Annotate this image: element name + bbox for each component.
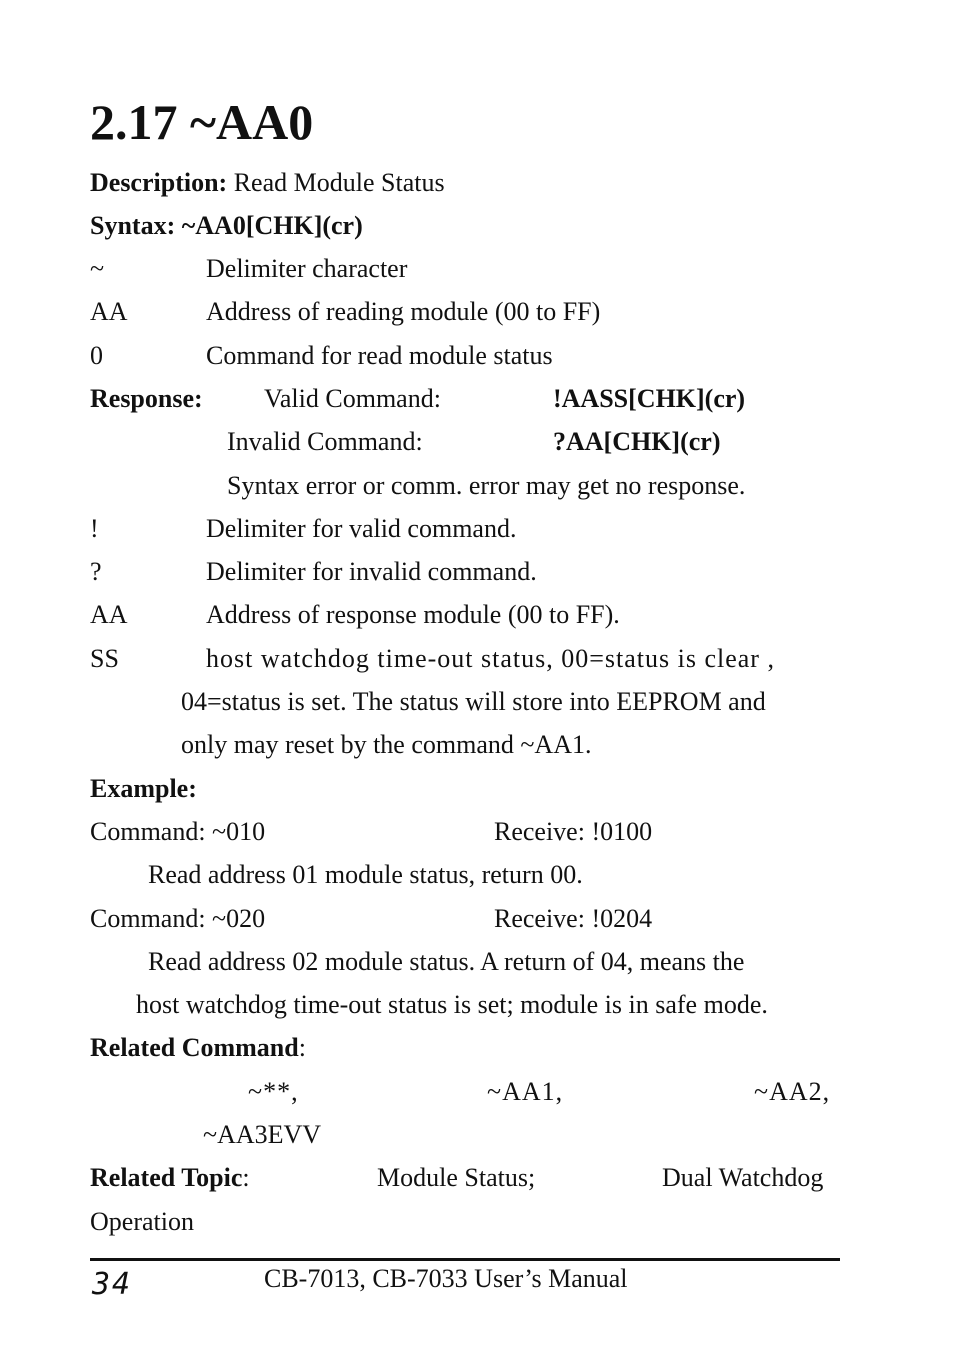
invalid-command-value: ?AA[CHK](cr) xyxy=(553,427,721,456)
footer-rule xyxy=(90,1258,840,1261)
related-command-item: ~**, xyxy=(248,1077,299,1106)
related-command-label: Related Command xyxy=(90,1033,299,1062)
related-topic-item: Dual Watchdog xyxy=(662,1163,824,1192)
related-topic-item: Module Status; xyxy=(377,1163,536,1192)
param-description: Address of response module (00 to FF). xyxy=(206,600,620,629)
manual-title: CB-7013, CB-7033 User’s Manual xyxy=(264,1264,628,1293)
ss-description-line2: 04=status is set. The status will store into EEPROM and xyxy=(181,687,766,716)
description-text: Read Module Status xyxy=(227,168,445,197)
param-symbol: ! xyxy=(90,514,99,543)
param-description: Delimiter for valid command. xyxy=(206,514,517,543)
related-command-item: ~AA1, xyxy=(487,1077,564,1106)
ss-description-line1: host watchdog time-out status, 00=status is clear , xyxy=(206,644,775,673)
param-symbol: SS xyxy=(90,644,119,673)
param-description: Address of reading module (00 to FF) xyxy=(206,297,601,326)
example-note-continued: host watchdog time-out status is set; module is in safe mode. xyxy=(136,990,768,1019)
param-description: Delimiter character xyxy=(206,254,408,283)
param-symbol: ~ xyxy=(90,254,105,283)
response-note: Syntax error or comm. error may get no response. xyxy=(227,471,746,500)
related-command-item: ~AA3EVV xyxy=(203,1120,322,1149)
example-note: Read address 01 module status, return 00. xyxy=(148,860,583,889)
param-symbol: ? xyxy=(90,557,102,586)
example-receive: Receive: !0204 xyxy=(494,904,653,933)
param-symbol: 0 xyxy=(90,341,103,370)
related-topic-heading xyxy=(90,1163,250,1193)
related-command-item: ~AA2, xyxy=(754,1077,831,1106)
syntax-label: Syntax: xyxy=(90,211,182,240)
example-label: Example: xyxy=(90,774,197,803)
related-command-heading xyxy=(90,1033,306,1063)
response-label: Response: xyxy=(90,384,203,413)
invalid-command-label: Invalid Command: xyxy=(227,427,423,456)
related-topic-label: Related Topic xyxy=(90,1163,243,1192)
example-command: Command: ~010 xyxy=(90,817,266,846)
param-description: Command for read module status xyxy=(206,341,553,370)
param-symbol: AA xyxy=(90,600,128,629)
related-topic-colon: : xyxy=(242,1163,250,1192)
example-note: Read address 02 module status. A return of 04, means the xyxy=(148,947,745,976)
section-title: 2.17 ~AA0 xyxy=(90,94,314,150)
param-symbol: AA xyxy=(90,297,128,326)
related-command-colon: : xyxy=(298,1033,306,1062)
example-receive: Receive: !0100 xyxy=(494,817,653,846)
param-description: Delimiter for invalid command. xyxy=(206,557,537,586)
syntax-value: ~AA0[CHK](cr) xyxy=(181,211,363,240)
description-label: Description: xyxy=(90,168,228,197)
valid-command-value: !AASS[CHK](cr) xyxy=(553,384,746,413)
syntax-line xyxy=(90,211,363,241)
related-topic-item-continued: Operation xyxy=(90,1207,194,1236)
example-command: Command: ~020 xyxy=(90,904,266,933)
page-number: 34 xyxy=(92,1267,133,1302)
valid-command-label: Valid Command: xyxy=(264,384,441,413)
description-line xyxy=(90,168,445,198)
ss-description-line3: only may reset by the command ~AA1. xyxy=(181,730,592,759)
